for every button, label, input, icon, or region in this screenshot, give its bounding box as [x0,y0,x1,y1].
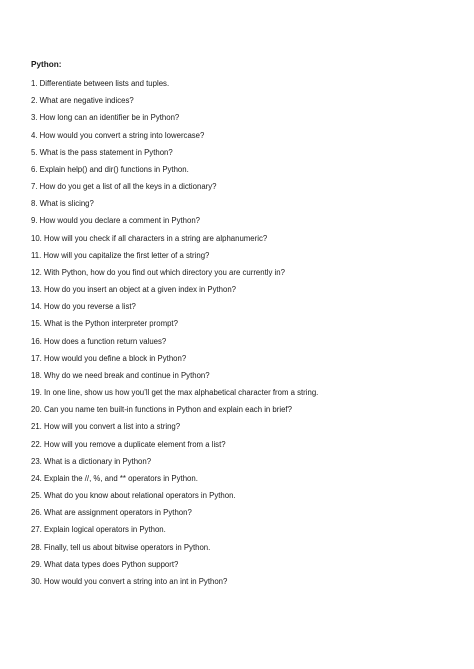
question-item: 14. How do you reverse a list? [31,302,136,312]
question-item: 28. Finally, tell us about bitwise operators in Python. [31,542,211,552]
question-item: 13. How do you insert an object at a given index in Python? [31,285,237,295]
question-item: 26. What are assignment operators in Python? [31,508,192,518]
question-item: 5. What is the pass statement in Python? [31,147,173,157]
question-item: 27. Explain logical operators in Python. [31,525,166,535]
question-item: 23. What is a dictionary in Python? [31,456,152,466]
document-title: Python: [31,60,62,69]
question-item: 7. How do you get a list of all the keys in a dictionary? [31,182,217,192]
question-item: 25. What do you know about relational operators in Python. [31,491,236,501]
question-item: 8. What is slicing? [31,199,94,209]
question-item: 20. Can you name ten built-in functions in Python and explain each in brief? [31,405,292,415]
question-item: 1. Differentiate between lists and tuples. [31,79,170,88]
question-item: 3. How long can an identifier be in Python? [31,113,180,123]
question-list [31,78,451,587]
question-item: 30. How would you convert a string into an int in Python? [31,576,228,586]
question-item: 17. How would you define a block in Python? [31,353,187,363]
question-item: 11. How will you capitalize the first letter of a string? [31,250,210,260]
question-item: 16. How does a function return values? [31,336,167,346]
question-item: 10. How will you check if all characters in a string are alphanumeric? [31,233,268,243]
question-item: 2. What are negative indices? [31,96,134,106]
question-item: 12. With Python, how do you find out which directory you are currently in? [31,267,285,277]
question-item: 4. How would you convert a string into lowercase? [31,130,205,140]
question-item: 19. In one line, show us how you’ll get the max alphabetical character from a string. [31,388,319,398]
question-item: 29. What data types does Python support? [31,559,179,569]
question-item: 6. Explain help() and dir() functions in Python. [31,164,189,174]
question-item: 21. How will you convert a list into a string? [31,422,181,432]
question-item: 18. Why do we need break and continue in Python? [31,370,210,380]
document-body [31,59,451,593]
question-item: 22. How will you remove a duplicate element from a list? [31,439,226,449]
question-item: 9. How would you declare a comment in Python? [31,216,201,226]
question-item: 15. What is the Python interpreter prompt? [31,319,178,329]
question-item: 24. Explain the //, %, and ** operators in Python. [31,473,198,483]
